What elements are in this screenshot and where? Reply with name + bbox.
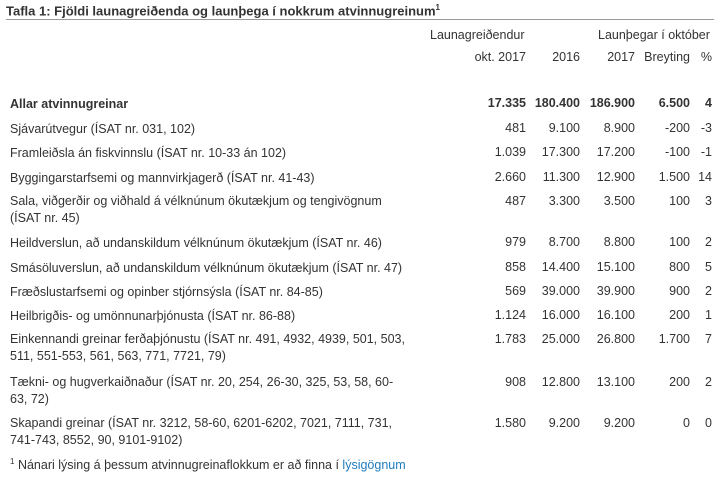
row-2017: 12.900 bbox=[596, 170, 635, 184]
row-change: -200 bbox=[664, 121, 690, 135]
row-employers: 569 bbox=[505, 284, 526, 298]
row-2016: 14.400 bbox=[541, 260, 580, 274]
row-2017: 17.200 bbox=[596, 145, 635, 159]
row-label: Smásöluverslun, að undanskildum vélknúnum ökutækjum (ÍSAT nr. 47) bbox=[10, 261, 403, 275]
row-change: 0 bbox=[683, 416, 690, 430]
row-change: -100 bbox=[664, 145, 690, 159]
row-label: Heildverslun, að undanskildum vélknúnum ökutækjum (ÍSAT nr. 46) bbox=[10, 236, 382, 250]
row-pct: -3 bbox=[700, 121, 712, 135]
footnote bbox=[10, 457, 406, 472]
row-change: 1.500 bbox=[658, 170, 690, 184]
row-change: 6.500 bbox=[658, 96, 690, 110]
row-change: 1.700 bbox=[658, 332, 690, 346]
table-title bbox=[6, 3, 440, 18]
footnote-mark: 1 bbox=[10, 457, 15, 466]
row-2016: 39.000 bbox=[541, 284, 580, 298]
row-2017: 8.800 bbox=[603, 235, 635, 249]
title-footnote-mark: 1 bbox=[435, 3, 440, 12]
row-label: Framleiðsla án fiskvinnslu (ÍSAT nr. 10-33 án 102) bbox=[10, 146, 287, 160]
row-pct: 7 bbox=[705, 332, 712, 346]
header-col-2016: 2016 bbox=[552, 50, 580, 64]
row-pct: 5 bbox=[705, 260, 712, 274]
row-pct: 0 bbox=[705, 416, 712, 430]
row-label: Sala, viðgerðir og viðhald á vélknúnum ökutækjum og tengivögnum (ÍSAT nr. 45) bbox=[10, 194, 382, 225]
title-divider bbox=[6, 19, 714, 20]
table-title-text: Tafla 1: Fjöldi launagreiðenda og launþega í nokkrum atvinnugreinum bbox=[6, 3, 436, 19]
header-group-employees: Launþegar í október bbox=[598, 28, 710, 42]
row-label: Allar atvinnugreinar bbox=[10, 97, 129, 111]
row-employers: 17.335 bbox=[487, 96, 526, 110]
row-employers: 1.783 bbox=[494, 332, 526, 346]
row-employers: 979 bbox=[505, 235, 526, 249]
row-change: 200 bbox=[669, 375, 690, 389]
row-change: 100 bbox=[669, 194, 690, 208]
row-2016: 16.000 bbox=[541, 308, 580, 322]
row-2016: 11.300 bbox=[542, 170, 580, 184]
row-label: Skapandi greinar (ÍSAT nr. 3212, 58-60, 6201-6202, 7021, 7111, 731, 741-743, 8552, 90, 9101-9102) bbox=[10, 416, 392, 447]
row-employers: 1.039 bbox=[494, 145, 526, 159]
row-2016: 180.400 bbox=[534, 96, 580, 110]
row-employers: 858 bbox=[505, 260, 526, 274]
row-pct: 3 bbox=[705, 194, 712, 208]
row-pct: 2 bbox=[705, 235, 712, 249]
row-2017: 16.100 bbox=[596, 308, 635, 322]
header-group-employers: Launagreiðendur bbox=[430, 28, 525, 42]
row-2016: 9.100 bbox=[548, 121, 580, 135]
row-2016: 17.300 bbox=[541, 145, 580, 159]
row-2016: 9.200 bbox=[548, 416, 580, 430]
row-employers: 908 bbox=[505, 375, 526, 389]
row-label: Byggingarstarfsemi og mannvirkjagerð (ÍSAT nr. 41-43) bbox=[10, 171, 315, 185]
row-2017: 13.100 bbox=[596, 375, 635, 389]
row-2016: 12.800 bbox=[541, 375, 580, 389]
row-label: Sjávarútvegur (ÍSAT nr. 031, 102) bbox=[10, 122, 196, 136]
row-2016: 3.300 bbox=[548, 194, 580, 208]
row-pct: 4 bbox=[705, 96, 712, 110]
row-change: 800 bbox=[669, 260, 690, 274]
row-2017: 8.900 bbox=[603, 121, 635, 135]
row-2017: 186.900 bbox=[589, 96, 635, 110]
row-2017: 9.200 bbox=[603, 416, 635, 430]
row-pct: 2 bbox=[705, 375, 712, 389]
row-pct: 1 bbox=[705, 308, 712, 322]
row-employers: 1.124 bbox=[494, 308, 526, 322]
row-employers: 481 bbox=[505, 121, 526, 135]
header-col-pct: % bbox=[700, 50, 712, 64]
metadata-link[interactable]: lýsigögnum bbox=[342, 458, 406, 473]
row-label: Einkennandi greinar ferðaþjónustu (ÍSAT nr. 491, 4932, 4939, 501, 503, 511, 551-553, 561, 563, 771, 7721, 79) bbox=[10, 332, 405, 363]
row-label: Heilbrigðis- og umönnunarþjónusta (ÍSAT nr. 86-88) bbox=[10, 309, 296, 323]
row-2016: 25.000 bbox=[541, 332, 580, 346]
footnote-text: Nánari lýsing á þessum atvinnugreinaflokkum er að finna í bbox=[17, 458, 343, 473]
row-pct: 14 bbox=[698, 170, 712, 184]
row-2017: 39.900 bbox=[596, 284, 635, 298]
row-pct: 2 bbox=[705, 284, 712, 298]
row-2017: 3.500 bbox=[603, 194, 635, 208]
row-change: 200 bbox=[669, 308, 690, 322]
row-employers: 1.580 bbox=[494, 416, 526, 430]
header-col-2017: 2017 bbox=[607, 50, 635, 64]
row-employers: 2.660 bbox=[494, 170, 526, 184]
row-change: 900 bbox=[669, 284, 690, 298]
row-pct: -1 bbox=[700, 145, 712, 159]
row-employers: 487 bbox=[505, 194, 526, 208]
row-label: Fræðslustarfsemi og opinber stjórnsýsla (ÍSAT nr. 84-85) bbox=[10, 285, 323, 299]
row-label: Tækni- og hugverkaiðnaður (ÍSAT nr. 20, 254, 26-30, 325, 53, 58, 60-63, 72) bbox=[10, 375, 394, 406]
row-2017: 26.800 bbox=[596, 332, 635, 346]
row-change: 100 bbox=[669, 235, 690, 249]
header-col-change: Breyting bbox=[644, 50, 690, 64]
row-2016: 8.700 bbox=[548, 235, 580, 249]
row-2017: 15.100 bbox=[596, 260, 635, 274]
header-col-employers: okt. 2017 bbox=[474, 50, 526, 64]
